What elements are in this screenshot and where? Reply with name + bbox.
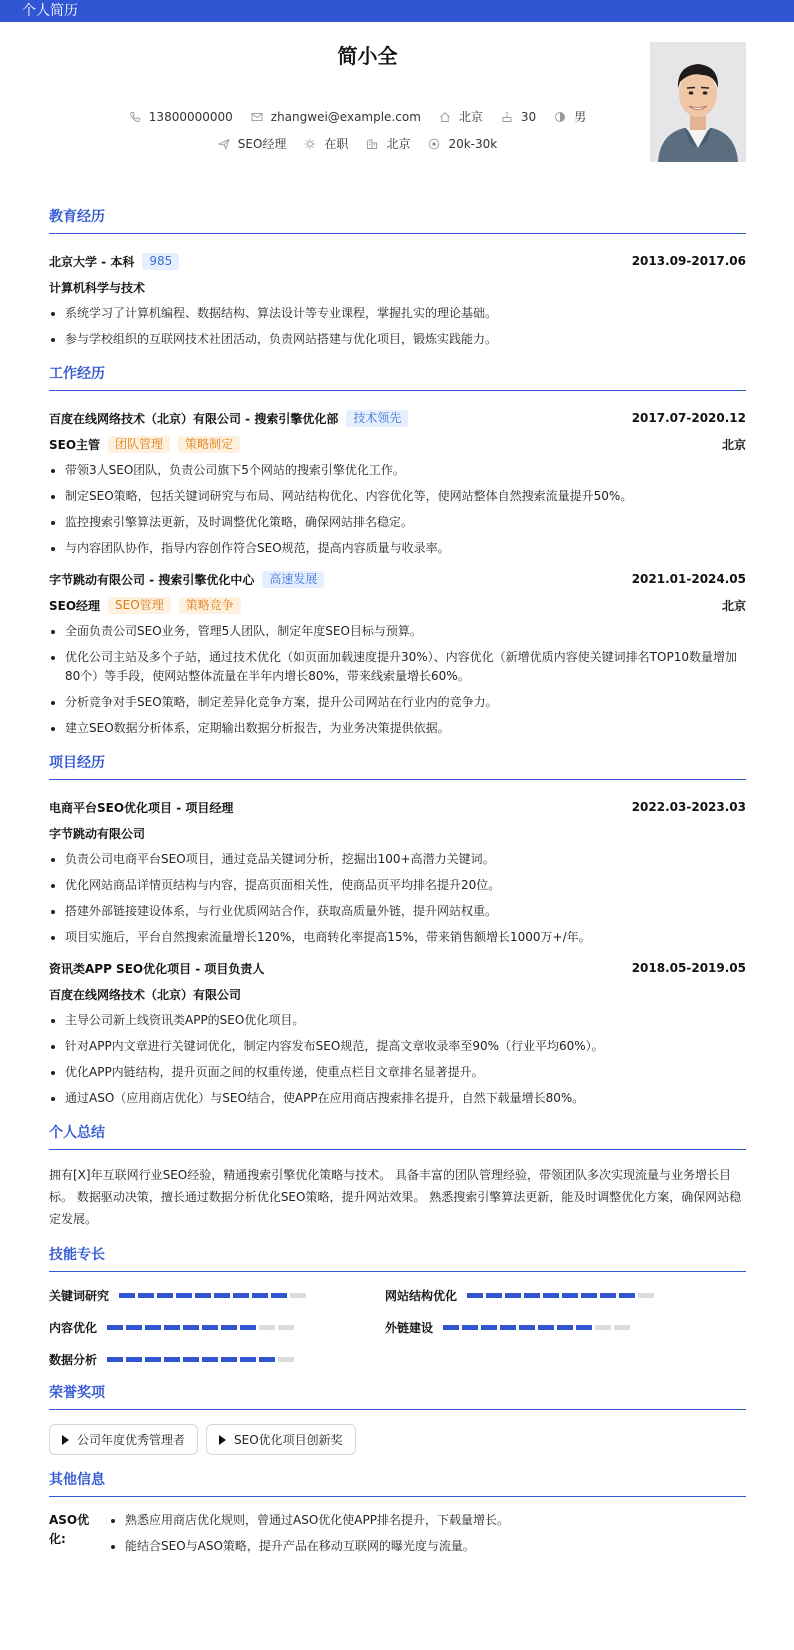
status-item — [304, 135, 348, 152]
skill-bar-filled — [126, 1357, 142, 1362]
list-item: 参与学校组织的互联网技术社团活动，负责网站搭建与优化项目，锻炼实践能力。 — [49, 330, 746, 349]
gender-value: 男 — [574, 110, 587, 124]
phone-icon — [129, 111, 141, 123]
summary-text: 拥有[X]年互联网行业SEO经验，精通搜索引擎优化策略与技术。 具备丰富的团队管理经验，带领团队多次实现流量与业务增长目标。 数据驱动决策，擅长通过数据分析优化SEO策略，提升网站效果。 熟悉搜索引擎算法更新，能及时调整优化方案，确保网站稳定发展。 — [49, 1168, 742, 1226]
mail-icon — [251, 111, 263, 123]
skills-title: 技能专长 — [49, 1244, 746, 1272]
skill-bar-filled — [486, 1293, 502, 1298]
company-tag: 高速发展 — [262, 571, 324, 588]
education-section — [49, 206, 746, 349]
honor-badge — [49, 1424, 198, 1455]
top-bar-title: 个人简历 — [22, 3, 78, 19]
skill-bar-empty — [638, 1293, 654, 1298]
skill-bar-filled — [107, 1357, 123, 1362]
role-tag: SEO管理 — [108, 597, 171, 614]
contact-row — [49, 108, 746, 125]
list-item: 优化网站商品详情页结构与内容，提高页面相关性，使商品页平均排名提升20位。 — [49, 876, 746, 895]
salary-value: 20k-30k — [448, 136, 498, 151]
skill-bar-filled — [240, 1357, 256, 1362]
resume-page — [0, 22, 794, 1583]
skill-bar-filled — [202, 1357, 218, 1362]
target-city-value: 北京 — [386, 137, 411, 151]
skill-bar-filled — [500, 1325, 516, 1330]
projects-title: 项目经历 — [49, 752, 746, 780]
target-city-item — [366, 135, 410, 152]
skill-bar-filled — [240, 1325, 256, 1330]
other-block — [49, 1511, 746, 1563]
education-bullets — [49, 304, 746, 349]
project-header-row — [49, 794, 746, 820]
age-value: 30 — [520, 109, 537, 124]
skill-bar-filled — [176, 1293, 192, 1298]
age-icon — [501, 111, 513, 123]
status-value: 在职 — [324, 137, 349, 151]
skill-bar-filled — [157, 1293, 173, 1298]
skill-bar-filled — [519, 1325, 535, 1330]
skill-bar-filled — [481, 1325, 497, 1330]
location-item — [439, 108, 483, 125]
skill-name: 数据分析 — [49, 1352, 98, 1367]
projects-section — [49, 752, 746, 1108]
list-item: 建立SEO数据分析体系，定期输出数据分析报告，为业务决策提供依据。 — [49, 719, 746, 738]
work-entry-2 — [49, 566, 746, 738]
project-period: 2022.03-2023.03 — [631, 800, 746, 814]
work-period: 2021.01-2024.05 — [631, 572, 746, 586]
skill-bar-filled — [505, 1293, 521, 1298]
list-item: 与内容团队协作，指导内容创作符合SEO规范，提高内容质量与收录率。 — [49, 539, 746, 558]
skill-bar-filled — [462, 1325, 478, 1330]
list-item: 优化公司主站及多个子站，通过技术优化（如页面加载速度提升30%）、内容优化（新增优质内容使关键词排名TOP10数量增加80个）等手段，使网站整体流量在半年内增长80%，带来线索量增长60%。 — [49, 648, 746, 686]
skill-bar-filled — [164, 1357, 180, 1362]
honors-list — [49, 1424, 746, 1455]
work-company-row — [49, 405, 746, 431]
skill-bar-filled — [107, 1325, 123, 1330]
skill-bar-empty — [595, 1325, 611, 1330]
skill-bar-filled — [202, 1325, 218, 1330]
send-icon — [218, 138, 230, 150]
play-triangle-icon — [219, 1435, 226, 1445]
skill-bar-filled — [543, 1293, 559, 1298]
skill-name: 内容优化 — [49, 1320, 98, 1335]
work-role-row — [49, 431, 746, 457]
skill-bar-filled — [119, 1293, 135, 1298]
skill-bar-empty — [278, 1357, 294, 1362]
skill-bar-filled — [467, 1293, 483, 1298]
skills-grid — [49, 1286, 746, 1368]
position-value: SEO经理 — [237, 137, 287, 151]
skill-level-bar — [107, 1357, 297, 1362]
honor-badge — [206, 1424, 356, 1455]
skill-bar-empty — [278, 1325, 294, 1330]
other-title: 其他信息 — [49, 1469, 746, 1497]
project-entry-2 — [49, 955, 746, 1108]
skill-bar-filled — [138, 1293, 154, 1298]
skill-bar-filled — [562, 1293, 578, 1298]
skill-bar-empty — [614, 1325, 630, 1330]
project-company-row — [49, 820, 746, 846]
work-city: 北京 — [721, 598, 746, 613]
education-period: 2013.09-2017.06 — [631, 254, 746, 268]
skill-bar-filled — [271, 1293, 287, 1298]
list-item: 带领3人SEO团队，负责公司旗下5个网站的搜索引擎优化工作。 — [49, 461, 746, 480]
list-item: 项目实施后，平台自然搜索流量增长120%，电商转化率提高15%，带来销售额增长1000万+/年。 — [49, 928, 746, 947]
project-company: 字节跳动有限公司 — [49, 826, 146, 841]
gender-item — [554, 108, 586, 125]
list-item: 全面负责公司SEO业务，管理5人团队，制定年度SEO目标与预算。 — [49, 622, 746, 641]
skill-bar-filled — [557, 1325, 573, 1330]
city-icon — [366, 138, 378, 150]
list-item: 能结合SEO与ASO策略，提升产品在移动互联网的曝光度与流量。 — [105, 1537, 509, 1556]
work-company: 字节跳动有限公司 - 搜索引擎优化中心 — [49, 572, 255, 587]
skill-bar-filled — [538, 1325, 554, 1330]
role-tag: 团队管理 — [108, 436, 170, 453]
project-company-row — [49, 981, 746, 1007]
list-item: 搭建外部链接建设体系，与行业优质网站合作，获取高质量外链，提升网站权重。 — [49, 902, 746, 921]
honor-label: 公司年度优秀管理者 — [77, 1433, 186, 1447]
project-name: 资讯类APP SEO优化项目 - 项目负责人 — [49, 961, 265, 976]
phone-value: 13800000000 — [148, 109, 233, 124]
skill-bar-filled — [576, 1325, 592, 1330]
work-period: 2017.07-2020.12 — [631, 411, 746, 425]
list-item: 监控搜索引擎算法更新，及时调整优化策略，确保网站排名稳定。 — [49, 513, 746, 532]
skill-bar-filled — [221, 1325, 237, 1330]
list-item: 负责公司电商平台SEO项目，通过竞品关键词分析，挖掘出100+高潜力关键词。 — [49, 850, 746, 869]
honors-title: 荣誉奖项 — [49, 1382, 746, 1410]
skill-bar-filled — [183, 1325, 199, 1330]
work-company: 百度在线网络技术（北京）有限公司 - 搜索引擎优化部 — [49, 411, 339, 426]
major-row — [49, 274, 746, 300]
skill-bar-filled — [259, 1357, 275, 1362]
skill-level-bar — [443, 1325, 633, 1330]
skill-bar-filled — [600, 1293, 616, 1298]
work-role: SEO主管 — [49, 437, 101, 452]
list-item: 制定SEO策略，包括关键词研究与布局、网站结构优化、内容优化等，使网站整体自然搜索流量提升50%。 — [49, 487, 746, 506]
school-name: 北京大学 - 本科 — [49, 254, 135, 269]
home-icon — [439, 111, 451, 123]
project-bullets — [49, 1011, 746, 1108]
skill-bar-filled — [619, 1293, 635, 1298]
skill-bar-empty — [290, 1293, 306, 1298]
skill-item — [49, 1318, 385, 1336]
honors-section — [49, 1382, 746, 1455]
salary-item — [428, 137, 497, 151]
email-value: zhangwei@example.com — [270, 109, 421, 124]
skill-bar-filled — [233, 1293, 249, 1298]
work-title: 工作经历 — [49, 363, 746, 391]
list-item: 针对APP内文章进行关键词优化，制定内容发布SEO规范，提高文章收录率至90%（行业平均60%）。 — [49, 1037, 746, 1056]
role-tag: 策略竞争 — [179, 597, 241, 614]
skill-level-bar — [467, 1293, 657, 1298]
email-item — [251, 110, 421, 124]
work-role-row — [49, 592, 746, 618]
education-title: 教育经历 — [49, 206, 746, 234]
skill-bar-filled — [195, 1293, 211, 1298]
project-company: 百度在线网络技术（北京）有限公司 — [49, 987, 242, 1002]
list-item: 主导公司新上线资讯类APP的SEO优化项目。 — [49, 1011, 746, 1030]
salary-icon — [428, 138, 440, 150]
resume-header — [49, 22, 746, 192]
other-section — [49, 1469, 746, 1563]
skill-bar-filled — [524, 1293, 540, 1298]
skill-name: 关键词研究 — [49, 1288, 110, 1303]
work-city: 北京 — [721, 437, 746, 452]
list-item: 分析竞争对手SEO策略，制定差异化竞争方案，提升公司网站在行业内的竞争力。 — [49, 693, 746, 712]
skill-item — [385, 1318, 746, 1336]
school-tag: 985 — [142, 253, 179, 270]
skill-name: 外链建设 — [385, 1320, 434, 1335]
job-intent-row — [49, 135, 746, 152]
skill-level-bar — [107, 1325, 297, 1330]
project-entry-1 — [49, 794, 746, 947]
skill-bar-filled — [145, 1325, 161, 1330]
work-company-row — [49, 566, 746, 592]
position-item — [218, 135, 287, 152]
list-item: 熟悉应用商店优化规则，曾通过ASO优化使APP排名提升，下载量增长。 — [105, 1511, 509, 1530]
skill-item — [49, 1350, 385, 1368]
skill-bar-filled — [145, 1357, 161, 1362]
skill-bar-empty — [259, 1325, 275, 1330]
skill-bar-filled — [214, 1293, 230, 1298]
skill-bar-filled — [183, 1357, 199, 1362]
major-name: 计算机科学与技术 — [49, 280, 146, 295]
summary-section — [49, 1122, 746, 1230]
location-value: 北京 — [458, 110, 483, 124]
skill-bar-filled — [252, 1293, 268, 1298]
skill-bar-filled — [581, 1293, 597, 1298]
list-item: 系统学习了计算机编程、数据结构、算法设计等专业课程，掌握扎实的理论基础。 — [49, 304, 746, 323]
skill-bar-filled — [126, 1325, 142, 1330]
summary-title: 个人总结 — [49, 1122, 746, 1150]
education-header-row — [49, 248, 746, 274]
project-name: 电商平台SEO优化项目 - 项目经理 — [49, 800, 234, 815]
work-section — [49, 363, 746, 738]
project-bullets — [49, 850, 746, 947]
candidate-name: 简小全 — [337, 44, 398, 68]
skill-bar-filled — [443, 1325, 459, 1330]
skill-item — [385, 1286, 746, 1304]
list-item: 通过ASO（应用商店优化）与SEO结合，使APP在应用商店搜索排名提升，自然下载量增长80%。 — [49, 1089, 746, 1108]
work-entry-1 — [49, 405, 746, 558]
status-icon — [304, 138, 316, 150]
work-role: SEO经理 — [49, 598, 101, 613]
role-tag: 策略制定 — [178, 436, 240, 453]
work-bullets — [49, 461, 746, 558]
project-header-row — [49, 955, 746, 981]
project-period: 2018.05-2019.05 — [631, 961, 746, 975]
other-label: ASO优化: — [49, 1513, 90, 1546]
other-bullets — [105, 1511, 509, 1563]
top-bar — [0, 0, 794, 22]
list-item: 优化APP内链结构，提升页面之间的权重传递，使重点栏目文章排名显著提升。 — [49, 1063, 746, 1082]
honor-label: SEO优化项目创新奖 — [234, 1433, 343, 1447]
skill-bar-filled — [164, 1325, 180, 1330]
age-item — [501, 110, 536, 124]
profile-photo — [650, 42, 746, 162]
skill-item — [49, 1286, 385, 1304]
skills-section — [49, 1244, 746, 1368]
skill-name: 网站结构优化 — [385, 1288, 458, 1303]
play-triangle-icon — [62, 1435, 69, 1445]
company-tag: 技术领先 — [346, 410, 408, 427]
phone-item — [129, 110, 233, 124]
work-bullets — [49, 622, 746, 738]
gender-icon — [554, 111, 566, 123]
skill-level-bar — [119, 1293, 309, 1298]
skill-bar-filled — [221, 1357, 237, 1362]
